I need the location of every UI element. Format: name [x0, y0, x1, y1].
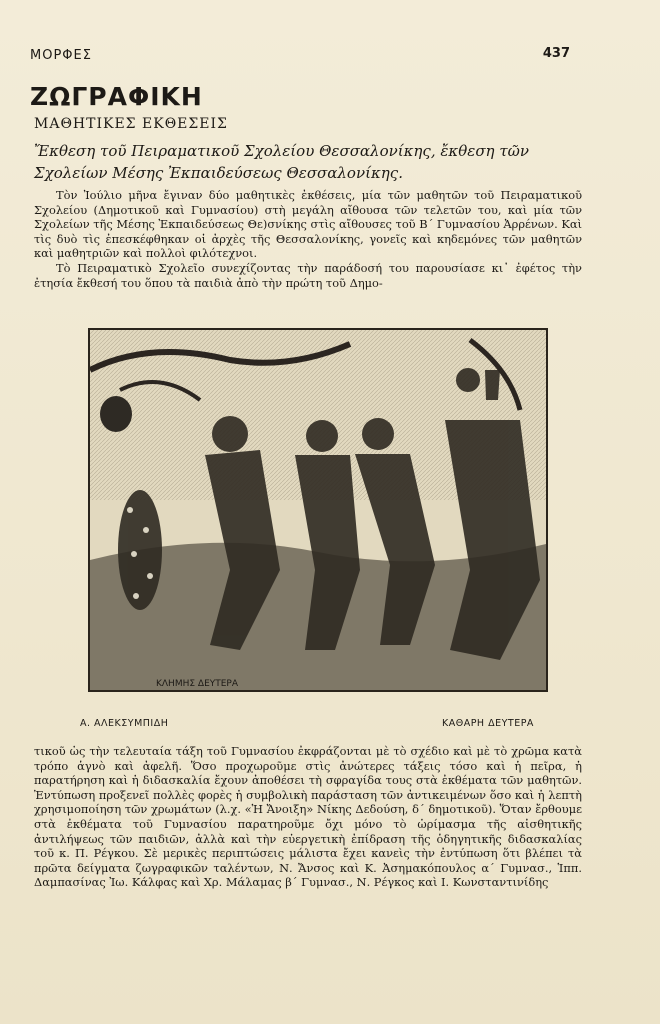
painting-figure — [88, 328, 548, 692]
caption-artwork-title: ΚΑΘΑΡΗ ΔΕΥΤΕΡΑ — [442, 718, 534, 729]
section-subtitle: ΜΑΘΗΤΙΚΕΣ ΕΚΘΕΣΕΙΣ — [34, 116, 228, 132]
intro-paragraph: Τὸν Ἰούλιο μῆνα ἔγιναν δύο μαθητικὲς ἐκθέσεις, μία τῶν μαθητῶν τοῦ Πειραματικοῦ Σχολείου (Δημοτικοῦ καὶ Γυμνασίου) στὴ μεγάλη αἴθουσα τῶν τελετῶν του, καὶ μία τῶν Σχολείων τῆς Μέσης Ἐκπαιδεύσεως Θε)σνίκης στὶς αἴθουσες τοῦ Β΄ Γυμνασίου Ἀρρένων. Καὶ τὶς δυὸ τὶς ἐπεσκέφθηκαν οἱ ἀρχὲς τῆς Θεσσαλονίκης, γονεῖς καὶ κηδεμόνες τῶν μαθητῶν καὶ μαθητριῶν καὶ πολλοὶ φιλότεχνοι. — [34, 188, 582, 261]
intro-paragraph: Τὸ Πειραματικὸ Σχολεῖο συνεχίζοντας τὴν παράδοσή του παρουσίασε κι᾿ ἐφέτος τὴν ἐτησία ἔκθεσή του ὅπου τὰ παιδιὰ ἀπὸ τὴν πρώτη τοῦ Δημο- — [34, 260, 582, 290]
page-number: 437 — [542, 46, 570, 61]
running-head: ΜΟΡΦΕΣ — [30, 48, 92, 63]
section-title: ΖΩΓΡΑΦΙΚΗ — [30, 82, 203, 111]
caption-artist: Α. ΑΛΕΚΣΥΜΠΙΔΗ — [80, 718, 169, 729]
painting-inscription: ΚΛΗΜΗΣ ΔΕΥΤΕΡΑ — [156, 679, 239, 689]
painting-illustration — [90, 330, 546, 690]
intro-text — [34, 188, 582, 290]
continuation-text — [34, 744, 582, 890]
continuation-paragraph: τικοῦ ὡς τὴν τελευταία τάξη τοῦ Γυμνασίου ἐκφράζονται μὲ τὸ σχέδιο καὶ μὲ τὸ χρῶμα κατὰ τρόπο ἁγνὸ καὶ ἀφελῆ. Ὅσο προχωροῦμε στὶς ἀνώτερες τάξεις τόσο καὶ ἡ πεῖρα, ἡ παρατήρηση καὶ ἡ διδασκαλία ἔχουν ἀποθέσει τὴ σφραγίδα τους στὰ ἐκθέματα τῶν μαθητῶν. Ἐντύπωση προξενεῖ πολλὲς φορὲς ἡ συμβολικὴ παράσταση τῶν ἀντικειμένων ὅσο καὶ ἡ λεπτὴ χρησιμοποίηση τῶν χρωμάτων (λ.χ. «Ἡ Ἄνοιξη» Νίκης Δεδούση, δ΄ δημοτικοῦ). Ὅταν ἔρθουμε στὰ ἐκθέματα τοῦ Γυμνασίου παρατηροῦμε ὄχι μόνο τὸ ὡρίμασμα τῆς αἰσθητικῆς ἀντιλήψεως τῶν παιδιῶν, ἀλλὰ καὶ τὴν εὐεργετικὴ ἐπίδραση τῆς ὁδηγητικῆς διδασκαλίας τοῦ κ. Π. Ρέγκου. Σὲ μερικὲς περιπτώσεις μάλιστα ἔχει κανεὶς τὴν ἐντύπωση ὅτι βλέπει τὰ πρῶτα δείγματα ζωγραφικῶν ταλέντων, Ν. Ἄνσος καὶ Κ. Ἀσημακόπουλος α΄ Γυμνασ., Ἱππ. Δαμπασίνας Ἰω. Κάλφας καὶ Χρ. Μάλαμας β΄ Γυμνασ., Ν. Ρέγκος καὶ Ι. Κωνσταντινίδης — [34, 744, 582, 890]
article-title: Ἔκθεση τοῦ Πειραματικοῦ Σχολείου Θεσσαλονίκης, ἔκθεση τῶν Σχολείων Μέσης Ἐκπαιδεύσεως Θεσσαλονίκης. — [34, 142, 529, 182]
